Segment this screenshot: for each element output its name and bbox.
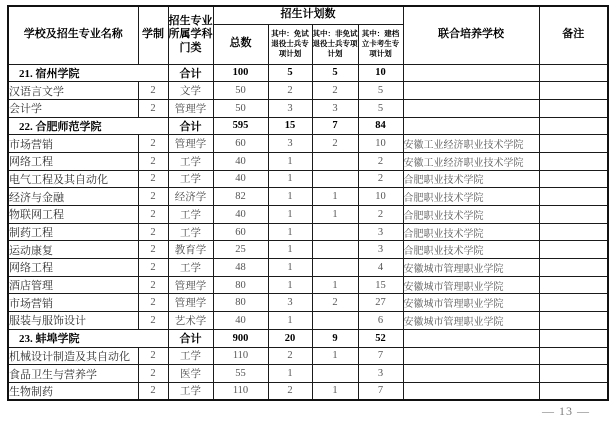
non-exempt-veteran-count-cell: 2 (312, 82, 358, 100)
joint-school-cell: 安徽城市管理职业学院 (403, 259, 539, 277)
duration-cell: 2 (138, 294, 168, 312)
exempt-veteran-count-cell: 3 (268, 294, 312, 312)
header-non-exempt-veteran-plan: 其中：非免试退役士兵专项计划 (312, 24, 358, 64)
non-exempt-veteran-count-cell (312, 170, 358, 188)
poverty-card-count-cell: 7 (358, 347, 403, 365)
duration-cell: 2 (138, 135, 168, 153)
category-cell: 管理学 (168, 135, 213, 153)
poverty-card-count-cell: 3 (358, 365, 403, 383)
total-count-cell: 40 (213, 152, 268, 170)
header-duration: 学制 (138, 6, 168, 64)
poverty-card-count-cell: 3 (358, 241, 403, 259)
joint-school-cell: 安徽城市管理职业学院 (403, 294, 539, 312)
major-row (8, 382, 608, 400)
exempt-veteran-count-cell: 5 (268, 64, 312, 82)
poverty-card-count-cell: 52 (358, 329, 403, 347)
header-joint-school: 联合培养学校 (403, 6, 539, 64)
school-name-cell: 22. 合肥师范学院 (8, 117, 168, 135)
major-name-cell: 汉语言文学 (8, 82, 138, 100)
major-name-cell: 制药工程 (8, 223, 138, 241)
exempt-veteran-count-cell: 1 (268, 206, 312, 224)
header-row-1 (8, 6, 608, 24)
joint-school-cell: 安徽工业经济职业技术学院 (403, 135, 539, 153)
category-cell: 管理学 (168, 99, 213, 117)
header-poverty-card-plan: 其中：建档立卡考生专项计划 (358, 24, 403, 64)
exempt-veteran-count-cell: 1 (268, 223, 312, 241)
joint-school-cell: 合肥职业技术学院 (403, 241, 539, 259)
major-name-cell: 网络工程 (8, 152, 138, 170)
non-exempt-veteran-count-cell: 1 (312, 276, 358, 294)
poverty-card-count-cell: 4 (358, 259, 403, 277)
enrollment-plan-table (7, 5, 609, 401)
major-name-cell: 食品卫生与营养学 (8, 365, 138, 383)
poverty-card-count-cell: 6 (358, 312, 403, 330)
non-exempt-veteran-count-cell: 7 (312, 117, 358, 135)
category-cell: 艺术学 (168, 312, 213, 330)
category-cell: 合计 (168, 329, 213, 347)
duration-cell: 2 (138, 276, 168, 294)
duration-cell: 2 (138, 223, 168, 241)
note-cell (539, 82, 608, 100)
non-exempt-veteran-count-cell (312, 312, 358, 330)
joint-school-cell (403, 99, 539, 117)
joint-school-cell (403, 82, 539, 100)
major-name-cell: 物联网工程 (8, 206, 138, 224)
exempt-veteran-count-cell: 1 (268, 276, 312, 294)
major-row (8, 276, 608, 294)
note-cell (539, 152, 608, 170)
exempt-veteran-count-cell: 2 (268, 82, 312, 100)
note-cell (539, 99, 608, 117)
exempt-veteran-count-cell: 1 (268, 152, 312, 170)
major-name-cell: 经济与金融 (8, 188, 138, 206)
category-cell: 经济学 (168, 188, 213, 206)
total-count-cell: 60 (213, 135, 268, 153)
poverty-card-count-cell: 10 (358, 188, 403, 206)
poverty-card-count-cell: 5 (358, 99, 403, 117)
duration-cell: 2 (138, 99, 168, 117)
poverty-card-count-cell: 3 (358, 223, 403, 241)
major-name-cell: 机械设计制造及其自动化 (8, 347, 138, 365)
category-cell: 工学 (168, 170, 213, 188)
joint-school-cell (403, 64, 539, 82)
poverty-card-count-cell: 2 (358, 206, 403, 224)
non-exempt-veteran-count-cell: 1 (312, 206, 358, 224)
category-cell: 工学 (168, 382, 213, 400)
non-exempt-veteran-count-cell (312, 259, 358, 277)
duration-cell: 2 (138, 382, 168, 400)
category-cell: 管理学 (168, 294, 213, 312)
duration-cell: 2 (138, 347, 168, 365)
total-count-cell: 40 (213, 312, 268, 330)
header-exempt-veteran-plan: 其中：免试退役士兵专项计划 (268, 24, 312, 64)
total-count-cell: 40 (213, 206, 268, 224)
poverty-card-count-cell: 15 (358, 276, 403, 294)
total-count-cell: 110 (213, 347, 268, 365)
non-exempt-veteran-count-cell: 2 (312, 294, 358, 312)
note-cell (539, 117, 608, 135)
page-number: — 13 — (542, 404, 590, 418)
school-section-row (8, 117, 608, 135)
duration-cell: 2 (138, 259, 168, 277)
note-cell (539, 276, 608, 294)
non-exempt-veteran-count-cell (312, 223, 358, 241)
total-count-cell: 82 (213, 188, 268, 206)
total-count-cell: 55 (213, 365, 268, 383)
major-name-cell: 市场营销 (8, 135, 138, 153)
exempt-veteran-count-cell: 1 (268, 259, 312, 277)
non-exempt-veteran-count-cell: 1 (312, 347, 358, 365)
school-section-row (8, 64, 608, 82)
note-cell (539, 64, 608, 82)
major-row (8, 206, 608, 224)
total-count-cell: 40 (213, 170, 268, 188)
category-cell: 工学 (168, 206, 213, 224)
header-plan-count-group: 招生计划数 (213, 6, 403, 24)
note-cell (539, 382, 608, 400)
exempt-veteran-count-cell: 15 (268, 117, 312, 135)
note-cell (539, 259, 608, 277)
major-row (8, 347, 608, 365)
non-exempt-veteran-count-cell: 5 (312, 64, 358, 82)
exempt-veteran-count-cell: 2 (268, 382, 312, 400)
note-cell (539, 188, 608, 206)
joint-school-cell: 安徽城市管理职业学院 (403, 276, 539, 294)
poverty-card-count-cell: 84 (358, 117, 403, 135)
duration-cell: 2 (138, 365, 168, 383)
major-row (8, 170, 608, 188)
total-count-cell: 110 (213, 382, 268, 400)
major-name-cell: 运动康复 (8, 241, 138, 259)
joint-school-cell (403, 382, 539, 400)
exempt-veteran-count-cell: 1 (268, 312, 312, 330)
non-exempt-veteran-count-cell: 2 (312, 135, 358, 153)
duration-cell: 2 (138, 241, 168, 259)
major-row (8, 312, 608, 330)
school-name-cell: 21. 宿州学院 (8, 64, 168, 82)
exempt-veteran-count-cell: 3 (268, 135, 312, 153)
non-exempt-veteran-count-cell (312, 241, 358, 259)
note-cell (539, 347, 608, 365)
header-note: 备注 (539, 6, 608, 64)
major-row (8, 223, 608, 241)
joint-school-cell (403, 329, 539, 347)
duration-cell: 2 (138, 170, 168, 188)
duration-cell: 2 (138, 206, 168, 224)
note-cell (539, 294, 608, 312)
major-name-cell: 会计学 (8, 99, 138, 117)
duration-cell: 2 (138, 188, 168, 206)
exempt-veteran-count-cell: 20 (268, 329, 312, 347)
joint-school-cell: 合肥职业技术学院 (403, 223, 539, 241)
school-name-cell: 23. 蚌埠学院 (8, 329, 168, 347)
total-count-cell: 595 (213, 117, 268, 135)
joint-school-cell (403, 347, 539, 365)
joint-school-cell: 安徽城市管理职业学院 (403, 312, 539, 330)
major-row (8, 365, 608, 383)
category-cell: 合计 (168, 64, 213, 82)
total-count-cell: 48 (213, 259, 268, 277)
major-row (8, 152, 608, 170)
joint-school-cell: 合肥职业技术学院 (403, 170, 539, 188)
category-cell: 工学 (168, 223, 213, 241)
major-row (8, 135, 608, 153)
major-row (8, 241, 608, 259)
poverty-card-count-cell: 2 (358, 152, 403, 170)
category-cell: 文学 (168, 82, 213, 100)
non-exempt-veteran-count-cell: 9 (312, 329, 358, 347)
category-cell: 工学 (168, 347, 213, 365)
joint-school-cell (403, 117, 539, 135)
non-exempt-veteran-count-cell: 1 (312, 188, 358, 206)
total-count-cell: 900 (213, 329, 268, 347)
category-cell: 教育学 (168, 241, 213, 259)
non-exempt-veteran-count-cell (312, 152, 358, 170)
total-count-cell: 50 (213, 82, 268, 100)
joint-school-cell: 合肥职业技术学院 (403, 188, 539, 206)
major-name-cell: 电气工程及其自动化 (8, 170, 138, 188)
non-exempt-veteran-count-cell: 1 (312, 382, 358, 400)
joint-school-cell: 合肥职业技术学院 (403, 206, 539, 224)
exempt-veteran-count-cell: 1 (268, 241, 312, 259)
major-row (8, 188, 608, 206)
non-exempt-veteran-count-cell (312, 365, 358, 383)
total-count-cell: 60 (213, 223, 268, 241)
exempt-veteran-count-cell: 3 (268, 99, 312, 117)
duration-cell: 2 (138, 82, 168, 100)
duration-cell: 2 (138, 152, 168, 170)
header-school-and-major: 学校及招生专业名称 (8, 6, 138, 64)
exempt-veteran-count-cell: 1 (268, 188, 312, 206)
major-name-cell: 生物制药 (8, 382, 138, 400)
total-count-cell: 25 (213, 241, 268, 259)
poverty-card-count-cell: 27 (358, 294, 403, 312)
exempt-veteran-count-cell: 1 (268, 170, 312, 188)
poverty-card-count-cell: 10 (358, 135, 403, 153)
note-cell (539, 206, 608, 224)
major-name-cell: 市场营销 (8, 294, 138, 312)
exempt-veteran-count-cell: 2 (268, 347, 312, 365)
major-name-cell: 酒店管理 (8, 276, 138, 294)
note-cell (539, 312, 608, 330)
category-cell: 工学 (168, 152, 213, 170)
total-count-cell: 80 (213, 276, 268, 294)
note-cell (539, 329, 608, 347)
major-row (8, 294, 608, 312)
note-cell (539, 135, 608, 153)
category-cell: 工学 (168, 259, 213, 277)
category-cell: 管理学 (168, 276, 213, 294)
note-cell (539, 170, 608, 188)
note-cell (539, 223, 608, 241)
major-row (8, 99, 608, 117)
poverty-card-count-cell: 5 (358, 82, 403, 100)
joint-school-cell (403, 365, 539, 383)
note-cell (539, 241, 608, 259)
category-cell: 合计 (168, 117, 213, 135)
exempt-veteran-count-cell: 1 (268, 365, 312, 383)
school-section-row (8, 329, 608, 347)
major-name-cell: 网络工程 (8, 259, 138, 277)
total-count-cell: 50 (213, 99, 268, 117)
poverty-card-count-cell: 7 (358, 382, 403, 400)
major-name-cell: 服装与服饰设计 (8, 312, 138, 330)
poverty-card-count-cell: 10 (358, 64, 403, 82)
header-discipline-category: 招生专业所属学科门类 (168, 6, 213, 64)
major-row (8, 82, 608, 100)
duration-cell: 2 (138, 312, 168, 330)
joint-school-cell: 安徽工业经济职业技术学院 (403, 152, 539, 170)
note-cell (539, 365, 608, 383)
poverty-card-count-cell: 2 (358, 170, 403, 188)
total-count-cell: 80 (213, 294, 268, 312)
header-total: 总数 (213, 24, 268, 64)
non-exempt-veteran-count-cell: 3 (312, 99, 358, 117)
table-body (8, 64, 608, 400)
major-row (8, 259, 608, 277)
total-count-cell: 100 (213, 64, 268, 82)
category-cell: 医学 (168, 365, 213, 383)
